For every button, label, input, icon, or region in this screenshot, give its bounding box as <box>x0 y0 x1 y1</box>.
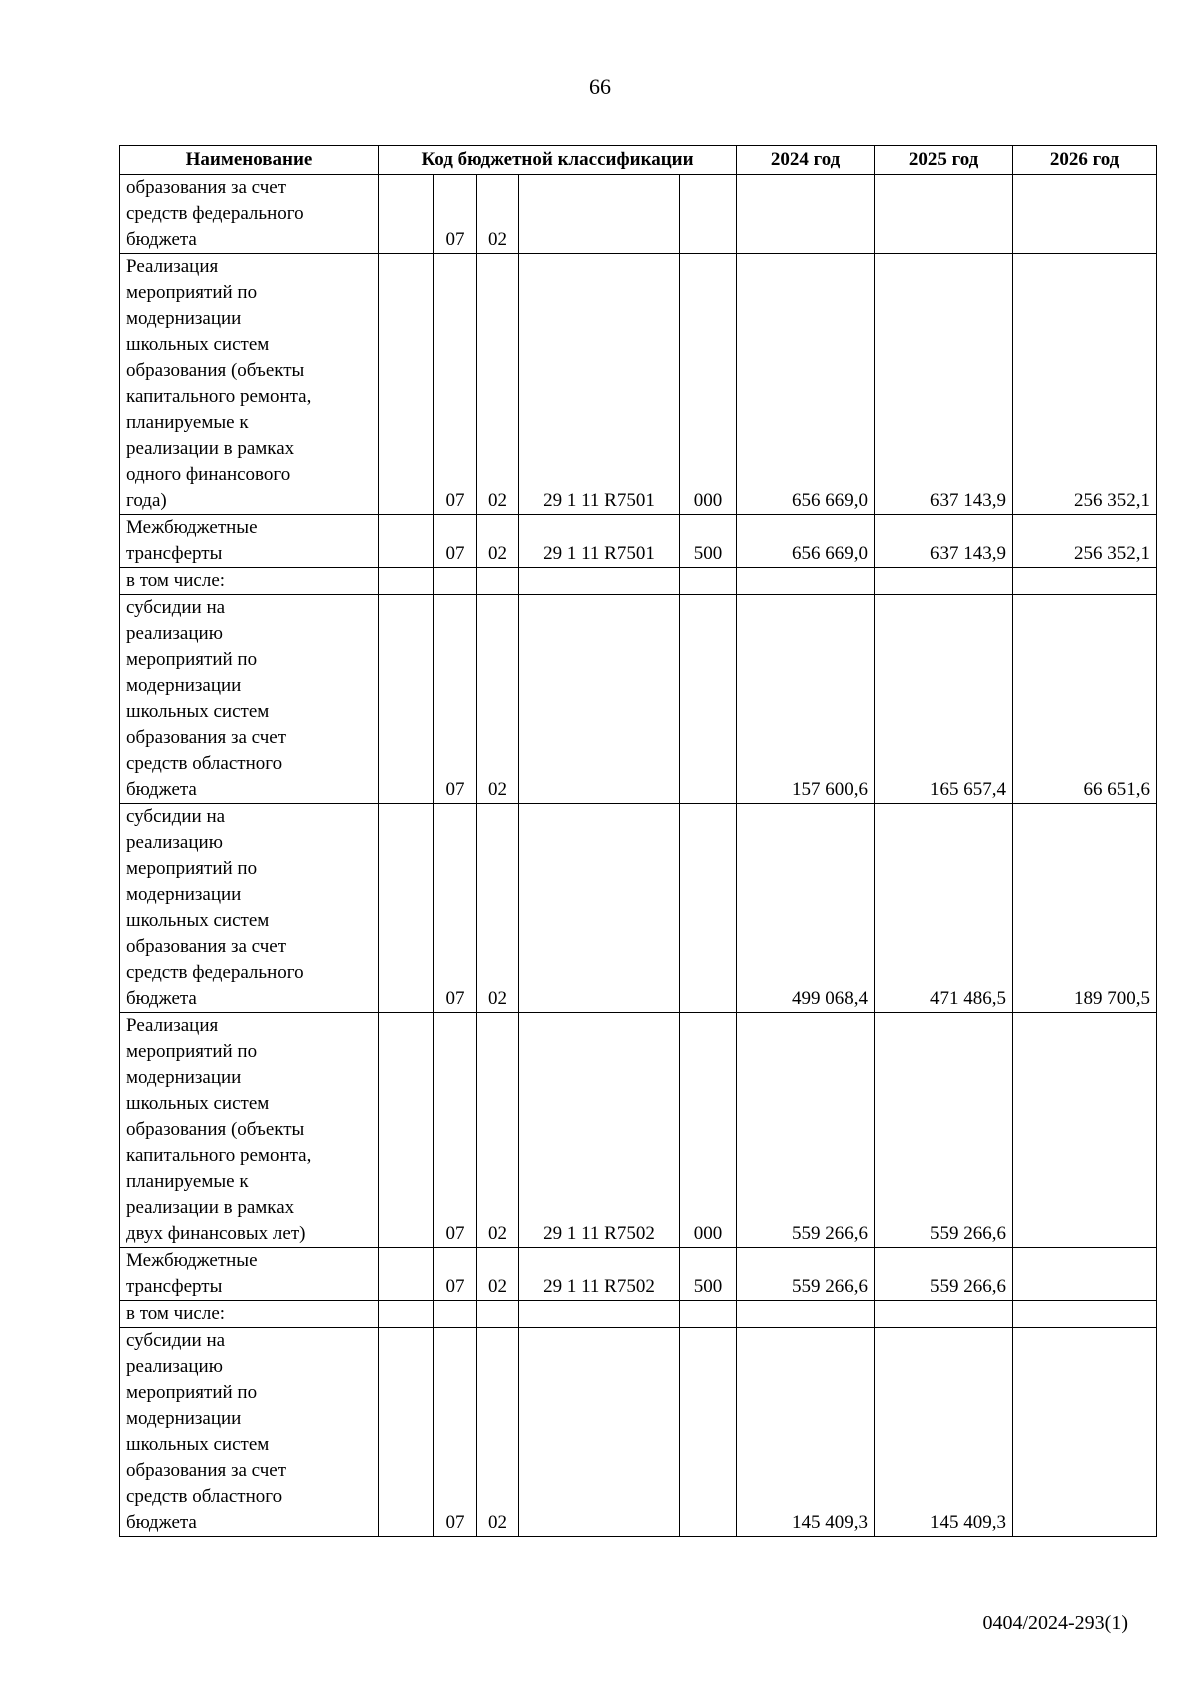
cell-2026 <box>1013 1248 1157 1301</box>
cell-2024: 656 669,0 <box>737 254 875 515</box>
cell-2024: 559 266,6 <box>737 1248 875 1301</box>
cell-code-target <box>519 804 680 1013</box>
cell-code-expense-type <box>680 1301 737 1328</box>
cell-code-subsection <box>477 568 519 595</box>
cell-code-subsection: 02 <box>477 254 519 515</box>
cell-2026 <box>1013 175 1157 254</box>
cell-code-expense-type: 500 <box>680 515 737 568</box>
cell-code-target: 29 1 11 R7501 <box>519 515 680 568</box>
cell-code-target <box>519 175 680 254</box>
cell-2026: 256 352,1 <box>1013 254 1157 515</box>
header-2026: 2026 год <box>1013 146 1157 175</box>
budget-table <box>119 145 1157 1537</box>
table-row <box>120 175 1157 254</box>
cell-2024: 499 068,4 <box>737 804 875 1013</box>
cell-code-section: 07 <box>434 1328 477 1537</box>
cell-name: в том числе: <box>120 1301 379 1328</box>
cell-code-target: 29 1 11 R7501 <box>519 254 680 515</box>
cell-code-subsection: 02 <box>477 1013 519 1248</box>
cell-code-1 <box>379 568 434 595</box>
cell-2026: 256 352,1 <box>1013 515 1157 568</box>
cell-2024: 656 669,0 <box>737 515 875 568</box>
cell-2024 <box>737 175 875 254</box>
cell-2025 <box>875 175 1013 254</box>
table-row <box>120 595 1157 804</box>
table-header-row <box>120 146 1157 175</box>
cell-2024 <box>737 568 875 595</box>
cell-code-subsection: 02 <box>477 1328 519 1537</box>
cell-code-expense-type <box>680 595 737 804</box>
table-row <box>120 1328 1157 1537</box>
table-row <box>120 254 1157 515</box>
cell-2025: 471 486,5 <box>875 804 1013 1013</box>
cell-2026 <box>1013 1013 1157 1248</box>
cell-code-target <box>519 1328 680 1537</box>
cell-2025: 637 143,9 <box>875 515 1013 568</box>
cell-2025: 637 143,9 <box>875 254 1013 515</box>
cell-name: Межбюджетные трансферты <box>120 515 379 568</box>
cell-2026 <box>1013 1328 1157 1537</box>
cell-2024: 157 600,6 <box>737 595 875 804</box>
cell-2024 <box>737 1301 875 1328</box>
table-row <box>120 804 1157 1013</box>
table-row <box>120 1013 1157 1248</box>
cell-code-subsection: 02 <box>477 595 519 804</box>
cell-2025 <box>875 568 1013 595</box>
cell-name: Реализация мероприятий по модернизации школьных систем образования (объекты капитального ремонта, планируемые к реализации в рамках одного финансового года) <box>120 254 379 515</box>
cell-code-section <box>434 1301 477 1328</box>
table-row <box>120 1301 1157 1328</box>
cell-2024: 145 409,3 <box>737 1328 875 1537</box>
cell-code-expense-type: 000 <box>680 1013 737 1248</box>
cell-name: Реализация мероприятий по модернизации школьных систем образования (объекты капитального ремонта, планируемые к реализации в рамках двух финансовых лет) <box>120 1013 379 1248</box>
cell-code-1 <box>379 1013 434 1248</box>
cell-code-target <box>519 1301 680 1328</box>
cell-code-section: 07 <box>434 804 477 1013</box>
cell-code-1 <box>379 1301 434 1328</box>
cell-name: субсидии на реализацию мероприятий по модернизации школьных систем образования за счет средств областного бюджета <box>120 1328 379 1537</box>
cell-code-expense-type <box>680 1328 737 1537</box>
cell-code-1 <box>379 515 434 568</box>
cell-code-subsection: 02 <box>477 1248 519 1301</box>
cell-code-expense-type <box>680 568 737 595</box>
cell-2025: 559 266,6 <box>875 1248 1013 1301</box>
header-name: Наименование <box>120 146 379 175</box>
cell-2026 <box>1013 1301 1157 1328</box>
cell-code-subsection: 02 <box>477 515 519 568</box>
cell-code-1 <box>379 1248 434 1301</box>
cell-code-subsection: 02 <box>477 175 519 254</box>
cell-code-1 <box>379 1328 434 1537</box>
page-number: 66 <box>589 74 611 99</box>
cell-code-section: 07 <box>434 1248 477 1301</box>
cell-name: субсидии на реализацию мероприятий по модернизации школьных систем образования за счет средств областного бюджета <box>120 595 379 804</box>
cell-2026: 66 651,6 <box>1013 595 1157 804</box>
table-row <box>120 568 1157 595</box>
cell-code-expense-type <box>680 175 737 254</box>
cell-2025: 165 657,4 <box>875 595 1013 804</box>
cell-code-subsection <box>477 1301 519 1328</box>
cell-code-section: 07 <box>434 595 477 804</box>
cell-code-target <box>519 568 680 595</box>
cell-code-section: 07 <box>434 1013 477 1248</box>
document-id: 0404/2024-293(1) <box>982 1612 1128 1634</box>
cell-name: в том числе: <box>120 568 379 595</box>
cell-name: Межбюджетные трансферты <box>120 1248 379 1301</box>
cell-code-target: 29 1 11 R7502 <box>519 1013 680 1248</box>
cell-2026: 189 700,5 <box>1013 804 1157 1013</box>
cell-code-subsection: 02 <box>477 804 519 1013</box>
cell-2025: 145 409,3 <box>875 1328 1013 1537</box>
header-2025: 2025 год <box>875 146 1013 175</box>
cell-2025 <box>875 1301 1013 1328</box>
table-body <box>120 175 1157 1537</box>
cell-code-target <box>519 595 680 804</box>
header-code: Код бюджетной классификации <box>379 146 737 175</box>
cell-code-expense-type: 000 <box>680 254 737 515</box>
cell-code-1 <box>379 254 434 515</box>
cell-code-section: 07 <box>434 515 477 568</box>
cell-code-expense-type: 500 <box>680 1248 737 1301</box>
cell-code-section: 07 <box>434 175 477 254</box>
table-row <box>120 515 1157 568</box>
cell-code-expense-type <box>680 804 737 1013</box>
cell-code-1 <box>379 595 434 804</box>
cell-name: субсидии на реализацию мероприятий по модернизации школьных систем образования за счет средств федерального бюджета <box>120 804 379 1013</box>
cell-2025: 559 266,6 <box>875 1013 1013 1248</box>
cell-2026 <box>1013 568 1157 595</box>
cell-code-1 <box>379 804 434 1013</box>
cell-code-1 <box>379 175 434 254</box>
cell-name: образования за счет средств федерального бюджета <box>120 175 379 254</box>
cell-code-target: 29 1 11 R7502 <box>519 1248 680 1301</box>
cell-code-section <box>434 568 477 595</box>
table-row <box>120 1248 1157 1301</box>
header-2024: 2024 год <box>737 146 875 175</box>
cell-code-section: 07 <box>434 254 477 515</box>
cell-2024: 559 266,6 <box>737 1013 875 1248</box>
